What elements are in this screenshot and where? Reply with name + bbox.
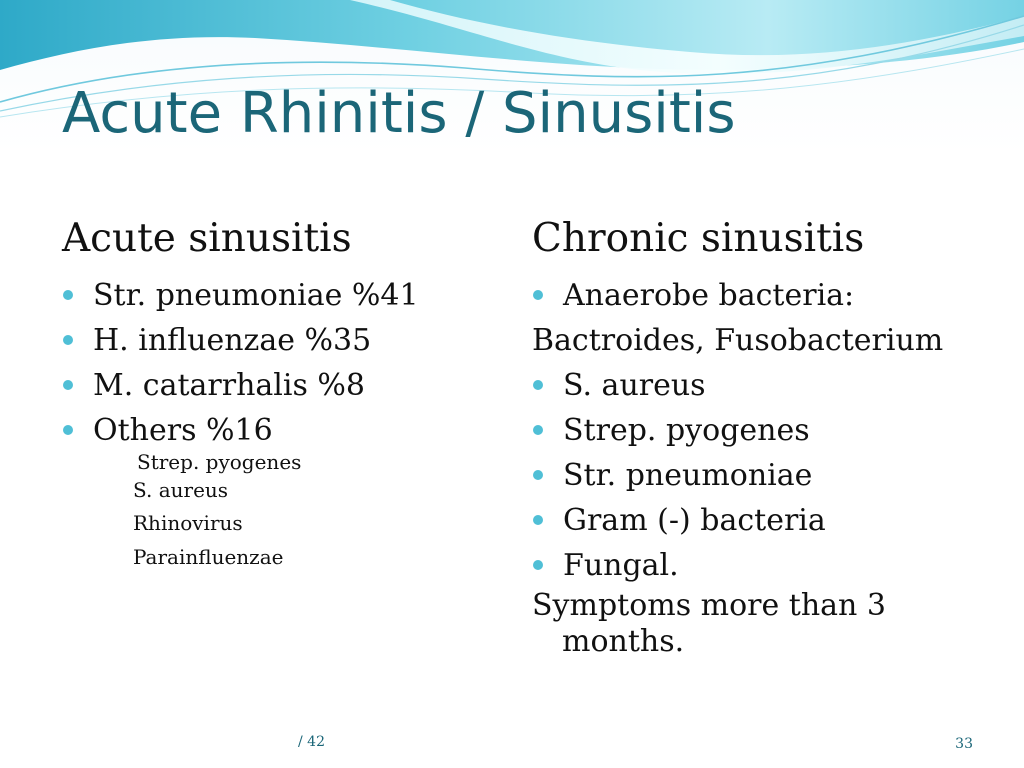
bullet-dot-icon [533,560,543,570]
bullet-dot-icon [63,425,73,435]
bullet-dot-icon [63,290,73,300]
chronic-pathogen-text: Fungal. [563,547,679,583]
chronic-sinusitis-heading: Chronic sinusitis [532,216,865,261]
acute-pathogen-item [62,363,492,408]
bullet-dot-icon [63,380,73,390]
other-pathogen-item: S. aureus [133,478,229,502]
chronic-sinusitis-column [532,218,1002,660]
chronic-pathogen-text: Gram (-) bacteria [563,502,826,538]
other-pathogen-item: Rhinovirus [133,511,243,535]
chronic-pathogen-item [532,453,1002,498]
acute-sinusitis-column [62,218,492,453]
acute-pathogen-text: H. influenzae %35 [93,322,372,358]
acute-pathogen-item [62,273,492,318]
chronic-pathogen-list [532,273,1002,318]
bullet-dot-icon [533,380,543,390]
other-pathogen-item: Parainfluenzae [133,545,284,569]
acute-pathogen-text: M. catarrhalis %8 [93,367,366,403]
slide-title: Acute Rhinitis / Sinusitis [62,81,736,146]
chronic-pathogen-text: Str. pneumoniae [563,457,813,493]
acute-pathogen-text: Str. pneumoniae %41 [93,277,419,313]
acute-sinusitis-heading: Acute sinusitis [62,216,352,261]
bullet-dot-icon [533,470,543,480]
footer-total-pages: / 42 [298,734,325,750]
chronic-pathogen-text: Anaerobe bacteria: [563,277,855,313]
slide-number: 33 [955,736,973,752]
chronic-pathogen-text: Strep. pyogenes [563,412,810,448]
chronic-pathogen-item [532,273,1002,318]
acute-pathogen-list [62,273,492,453]
bullet-dot-icon [63,335,73,345]
acute-pathogen-text: Others %16 [93,412,273,448]
acute-pathogen-item [62,408,492,453]
other-pathogen-item: Strep. pyogenes [137,450,302,474]
chronic-pathogen-item [532,363,1002,408]
chronic-anaerobe-detail: Bactroides, Fusobacterium [532,322,944,358]
chronic-pathogen-item [532,408,1002,453]
chronic-pathogen-item [532,543,1002,588]
chronic-pathogen-item [532,498,1002,543]
bullet-dot-icon [533,290,543,300]
bullet-dot-icon [533,515,543,525]
symptoms-duration-note: Symptoms more than 3 months. [532,587,886,659]
bullet-dot-icon [533,425,543,435]
chronic-pathogen-text: S. aureus [563,367,706,403]
acute-pathogen-item [62,318,492,363]
chronic-more-pathogen-list [532,363,1002,588]
